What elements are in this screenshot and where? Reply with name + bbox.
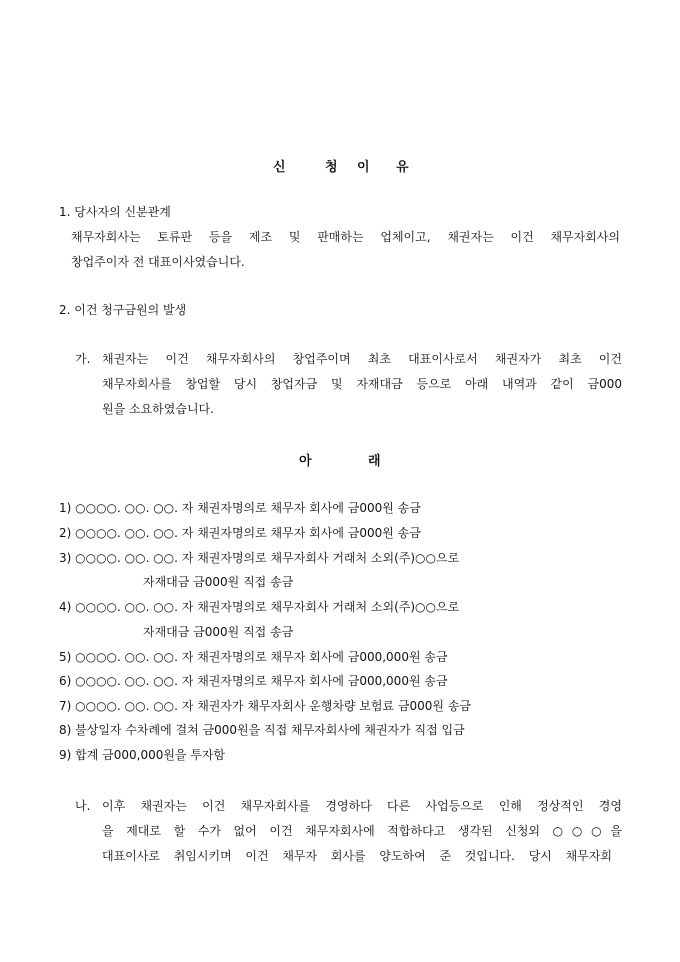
list-item: 7) ○○○○. ○○. ○○. 자 채권자가 채무자회사 운행차량 보험료 금000원 송금 xyxy=(59,699,472,713)
list-item: 5) ○○○○. ○○. ○○. 자 채권자명의로 채무자 회사에 금000,000원 송금 xyxy=(59,650,448,664)
title-char: 유 xyxy=(396,160,409,175)
section1-line: 채무자회사는 토류판 등을 제조 및 판매하는 업체이고, 채권자는 이건 채무자회사의 xyxy=(71,230,620,244)
section1-heading: 1. 당사자의 신분관계 xyxy=(59,205,171,219)
list-item: 6) ○○○○. ○○. ○○. 자 채권자명의로 채무자 회사에 금000,000원 송금 xyxy=(59,674,448,688)
title-char: 신 xyxy=(273,160,286,175)
subtitle-char: 아 xyxy=(299,454,312,469)
list-item: 3) ○○○○. ○○. ○○. 자 채권자명의로 채무자회사 거래처 소외(주)○○으로 xyxy=(59,551,460,565)
para-b-line: 대표이사로 취임시키며 이건 채무자 회사를 양도하여 준 것입니다. 당시 채무자회 xyxy=(102,849,612,863)
list-item: 9) 합계 금000,000원을 투자함 xyxy=(59,748,226,762)
list-item: 4) ○○○○. ○○. ○○. 자 채권자명의로 채무자회사 거래처 소외(주)○○으로 xyxy=(59,600,460,614)
section2-heading: 2. 이건 청구금원의 발생 xyxy=(59,303,187,317)
para-b-line: 이후 채권자는 이건 채무자회사를 경영하다 다른 사업등으로 인해 정상적인 경영 xyxy=(102,799,622,813)
title-char: 청 xyxy=(325,160,338,175)
para-a-line: 원을 소요하였습니다. xyxy=(102,402,214,416)
list-item: 2) ○○○○. ○○. ○○. 자 채권자명의로 채무자 회사에 금000원 송금 xyxy=(59,526,421,540)
title-char: 이 xyxy=(357,160,370,175)
section1-line: 창업주이자 전 대표이사였습니다. xyxy=(71,255,245,269)
list-item-continuation: 자재대금 금000원 직접 송금 xyxy=(143,575,294,589)
para-a-line: 채권자는 이건 채무자회사의 창업주이며 최초 대표이사로서 채권자가 최초 이건 xyxy=(102,352,622,366)
subtitle-char: 래 xyxy=(368,454,381,469)
list-item: 8) 불상일자 수차례에 걸쳐 금000원을 직접 채무자회사에 채권자가 직접 입금 xyxy=(59,723,465,737)
list-item-continuation: 자재대금 금000원 직접 송금 xyxy=(143,625,294,639)
list-item: 1) ○○○○. ○○. ○○. 자 채권자명의로 채무자 회사에 금000원 송금 xyxy=(59,501,421,515)
para-a-line: 채무자회사를 창업할 당시 창업자금 및 자재대금 등으로 아래 내역과 같이 금000 xyxy=(102,377,622,391)
para-b-marker: 나. xyxy=(75,799,91,813)
para-b-line: 을 제대로 할 수가 없어 이건 채무자회사에 적합하다고 생각된 신청외 ○○○을 xyxy=(102,824,622,838)
para-a-marker: 가. xyxy=(75,352,91,366)
